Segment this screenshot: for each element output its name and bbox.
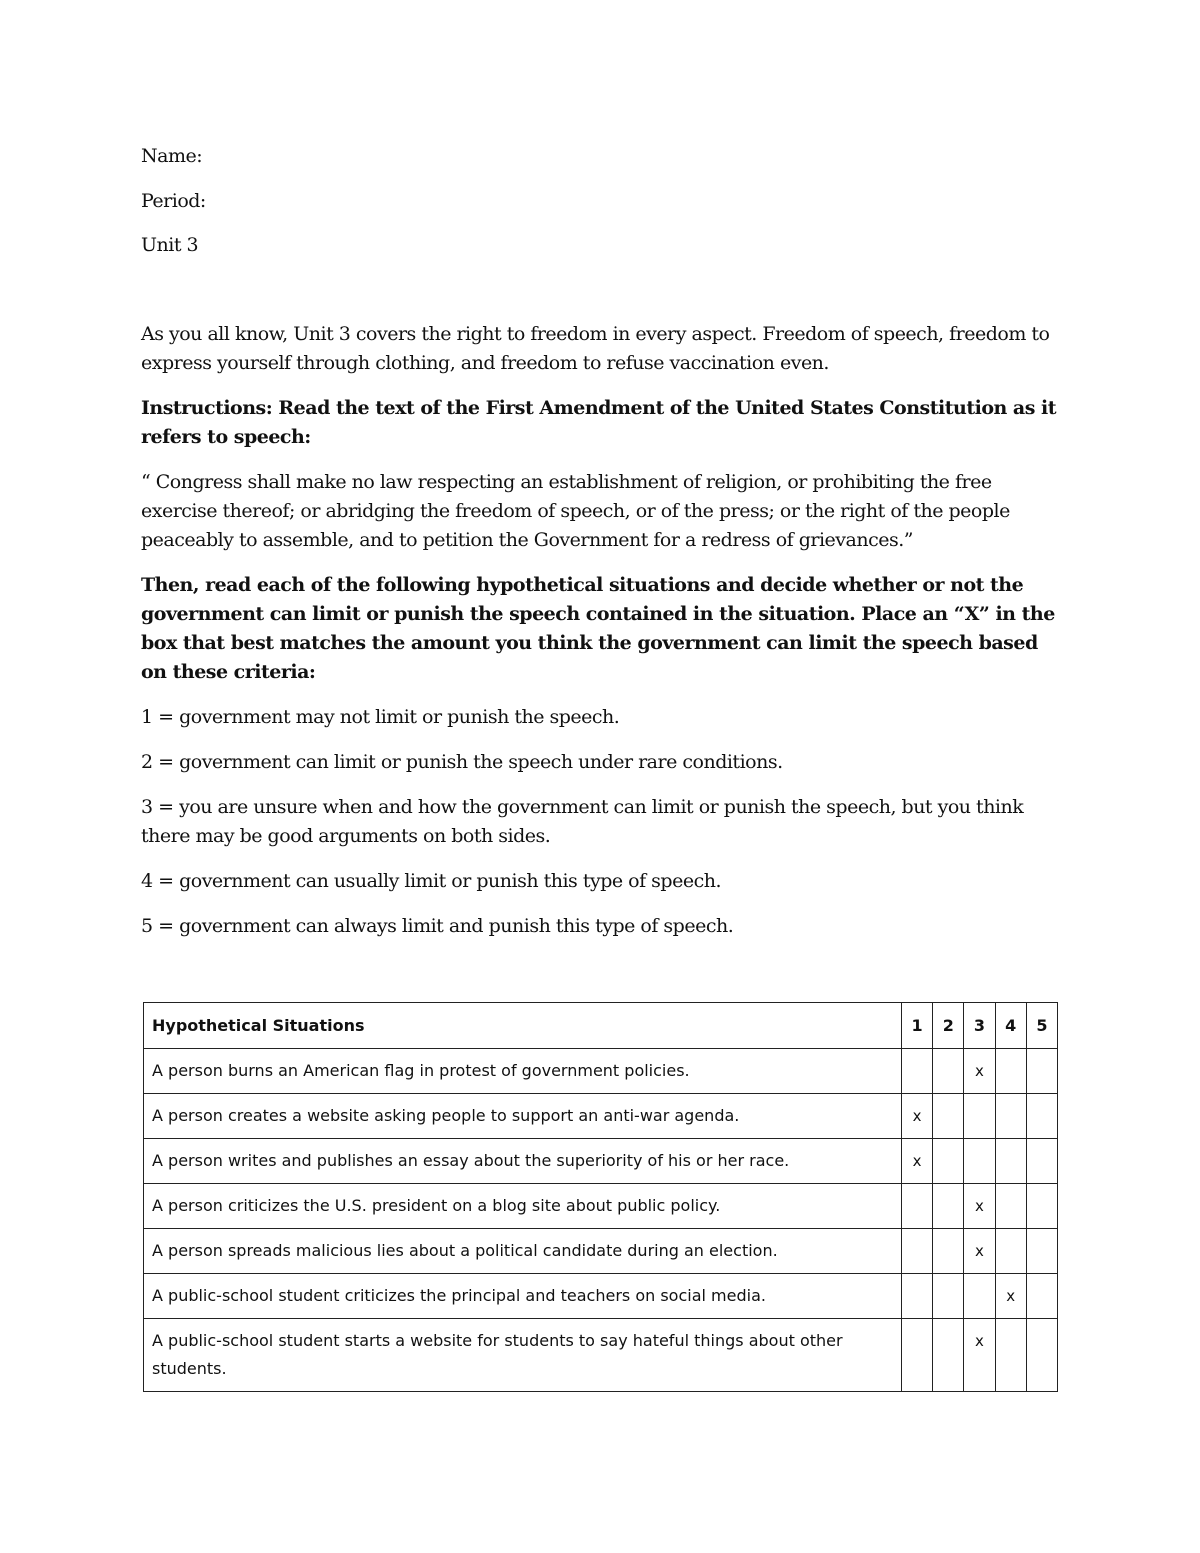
table-row: [144, 1319, 1058, 1392]
rating-cell-5[interactable]: [1026, 1184, 1057, 1229]
table-header-col-3: 3: [964, 1003, 995, 1049]
situation-cell: A person burns an American flag in protest of government policies.: [144, 1049, 902, 1094]
table-row: [144, 1094, 1058, 1139]
rating-cell-5[interactable]: [1026, 1319, 1057, 1392]
table-header-col-1: 1: [901, 1003, 932, 1049]
table-header-col-4: 4: [995, 1003, 1026, 1049]
criteria-5: 5 = government can always limit and punish this type of speech.: [141, 915, 734, 937]
criteria-2: 2 = government can limit or punish the speech under rare conditions.: [141, 751, 783, 773]
rating-cell-2[interactable]: [933, 1094, 964, 1139]
rating-cell-5[interactable]: [1026, 1094, 1057, 1139]
rating-cell-3[interactable]: x: [964, 1229, 995, 1274]
situation-cell: A person spreads malicious lies about a political candidate during an election.: [144, 1229, 902, 1274]
criteria-1: 1 = government may not limit or punish the speech.: [141, 706, 620, 728]
rating-cell-1[interactable]: [901, 1184, 932, 1229]
rating-cell-3[interactable]: x: [964, 1319, 995, 1392]
rating-cell-4[interactable]: x: [995, 1274, 1026, 1319]
rating-cell-3[interactable]: x: [964, 1049, 995, 1094]
rating-cell-1[interactable]: [901, 1229, 932, 1274]
then-instructions-paragraph: Then, read each of the following hypothetical situations and decide whether or not the government can limit or punish the speech contained in the situation. Place an “X” in the box that best matches the amount you think the government can limit the speech based on these criteria:: [141, 574, 1055, 683]
rating-cell-2[interactable]: [933, 1139, 964, 1184]
criteria-3: 3 = you are unsure when and how the government can limit or punish the speech, but you think there may be good arguments on both sides.: [141, 796, 1024, 847]
rating-cell-4[interactable]: [995, 1094, 1026, 1139]
rating-cell-5[interactable]: [1026, 1274, 1057, 1319]
table-row: [144, 1139, 1058, 1184]
period-label: Period:: [141, 190, 206, 212]
situation-cell: A person criticizes the U.S. president on a blog site about public policy.: [144, 1184, 902, 1229]
rating-cell-5[interactable]: [1026, 1229, 1057, 1274]
table-row: [144, 1049, 1058, 1094]
table-row: [144, 1184, 1058, 1229]
rating-cell-2[interactable]: [933, 1229, 964, 1274]
table-header-row: [144, 1003, 1058, 1049]
rating-cell-2[interactable]: [933, 1319, 964, 1392]
criteria-4: 4 = government can usually limit or punish this type of speech.: [141, 870, 721, 892]
rating-cell-1[interactable]: [901, 1319, 932, 1392]
table-row: [144, 1274, 1058, 1319]
situation-cell: A person writes and publishes an essay about the superiority of his or her race.: [144, 1139, 902, 1184]
rating-cell-3[interactable]: [964, 1274, 995, 1319]
hypothetical-situations-table: [143, 1002, 1058, 1392]
intro-paragraph: As you all know, Unit 3 covers the right to freedom in every aspect. Freedom of speech, freedom to express yourself through clothing, and freedom to refuse vaccination even.: [141, 323, 1050, 374]
table-header-col-2: 2: [933, 1003, 964, 1049]
table-header-situations: Hypothetical Situations: [144, 1003, 902, 1049]
first-amendment-quote: “ Congress shall make no law respecting an establishment of religion, or prohibiting the free exercise thereof; or abridging the freedom of speech, or of the press; or the right of the people peaceably to assemble, and to petition the Government for a redress of grievances.”: [141, 471, 1010, 551]
table-header-col-5: 5: [1026, 1003, 1057, 1049]
table-row: [144, 1229, 1058, 1274]
rating-cell-1[interactable]: [901, 1274, 932, 1319]
rating-cell-4[interactable]: [995, 1229, 1026, 1274]
rating-cell-5[interactable]: [1026, 1139, 1057, 1184]
rating-cell-2[interactable]: [933, 1184, 964, 1229]
situation-cell: A person creates a website asking people to support an anti-war agenda.: [144, 1094, 902, 1139]
instructions-paragraph: Instructions: Read the text of the First Amendment of the United States Constitution as it refers to speech:: [141, 397, 1057, 448]
worksheet-body: [141, 320, 1061, 957]
rating-cell-5[interactable]: [1026, 1049, 1057, 1094]
situation-cell: A public-school student starts a website for students to say hateful things about other students.: [144, 1319, 902, 1392]
name-label: Name:: [141, 145, 203, 167]
rating-cell-1[interactable]: x: [901, 1094, 932, 1139]
situation-cell: A public-school student criticizes the principal and teachers on social media.: [144, 1274, 902, 1319]
rating-cell-4[interactable]: [995, 1139, 1026, 1184]
rating-cell-4[interactable]: [995, 1049, 1026, 1094]
unit-label: Unit 3: [141, 234, 199, 256]
rating-cell-1[interactable]: [901, 1049, 932, 1094]
rating-cell-4[interactable]: [995, 1319, 1026, 1392]
rating-cell-3[interactable]: x: [964, 1184, 995, 1229]
rating-cell-3[interactable]: [964, 1094, 995, 1139]
rating-cell-3[interactable]: [964, 1139, 995, 1184]
rating-cell-1[interactable]: x: [901, 1139, 932, 1184]
rating-cell-4[interactable]: [995, 1184, 1026, 1229]
rating-cell-2[interactable]: [933, 1049, 964, 1094]
rating-cell-2[interactable]: [933, 1274, 964, 1319]
